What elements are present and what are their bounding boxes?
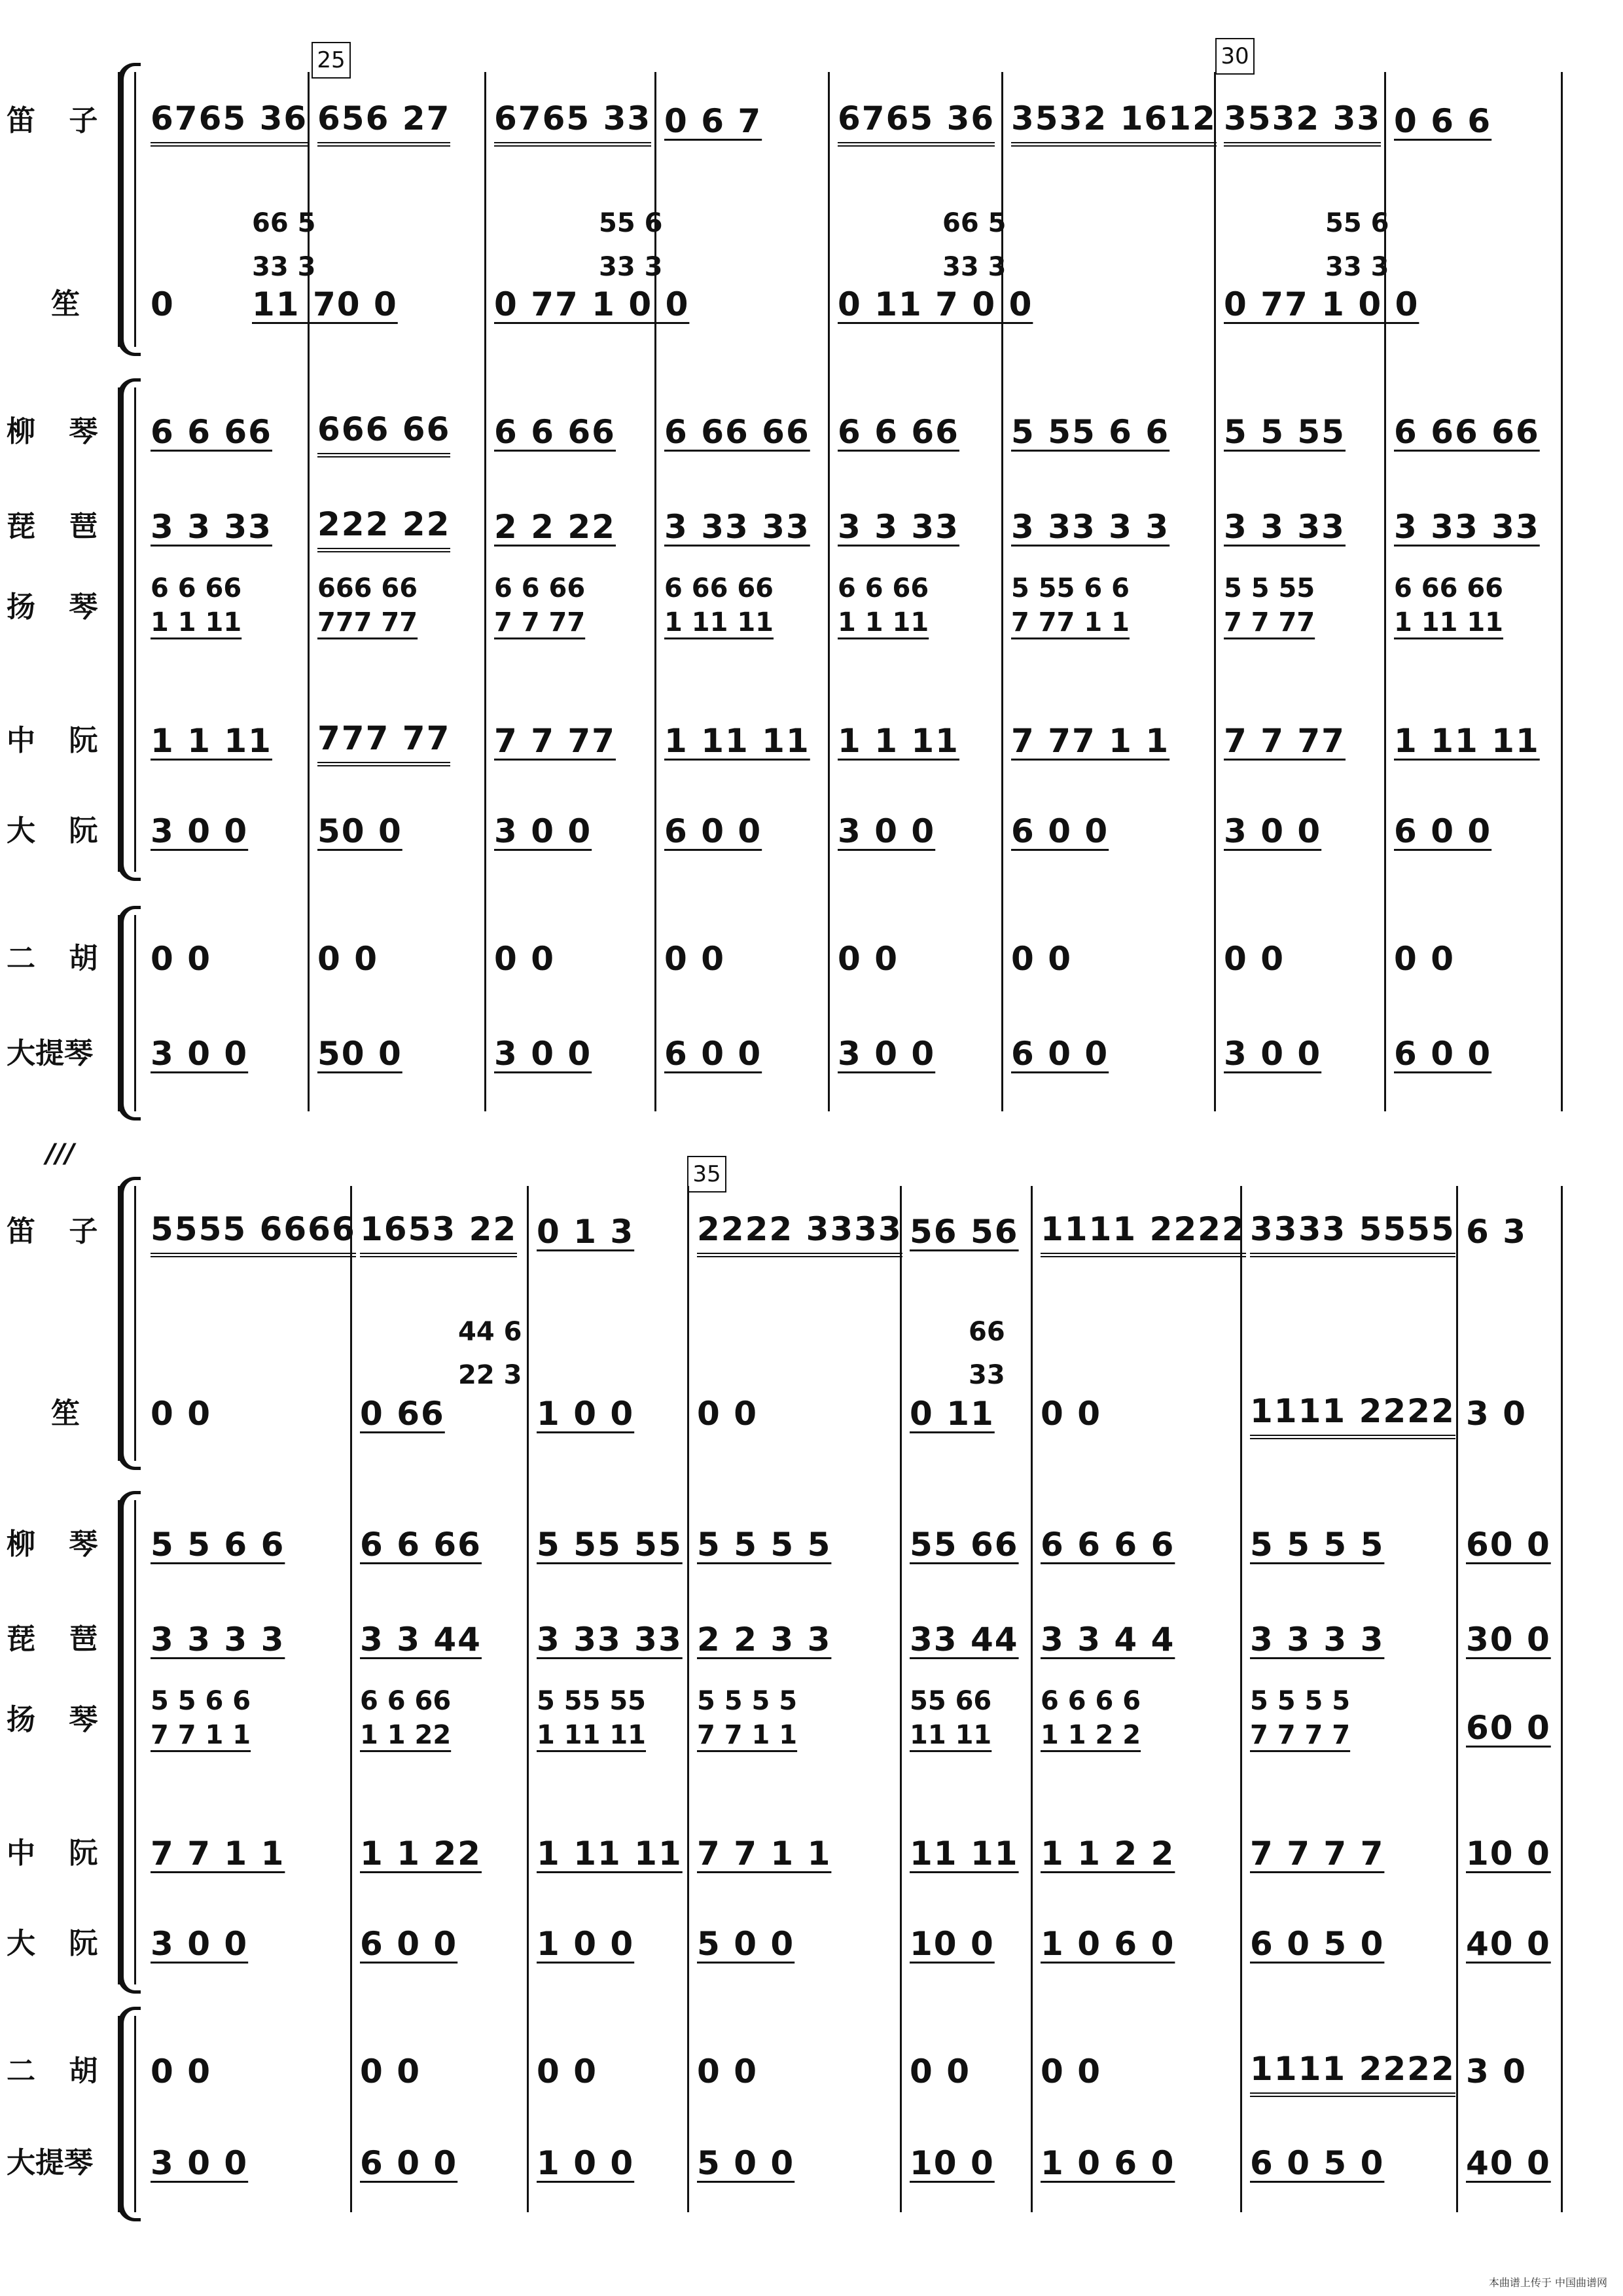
measure: 30 0 [1466, 1621, 1551, 1659]
measure: 1 0 6 0 [1041, 1925, 1175, 1963]
staff-pipa [0, 1620, 1623, 1659]
staff-sheng [0, 1394, 1623, 1433]
measure: 6 6 66 [360, 1526, 482, 1564]
measure: 0 [151, 285, 175, 323]
measure: 3 3 33 [1224, 508, 1346, 546]
measure: 7 77 1 1 [1011, 722, 1170, 760]
measure: 3 33 33 [1394, 508, 1540, 546]
measure-bottom: 7 77 1 1 [1011, 607, 1130, 637]
measure: 1 1 11 [151, 722, 272, 760]
measure-bottom: 1 11 11 [1394, 607, 1504, 637]
measure: 0 77 1 0 0 [494, 285, 690, 323]
measure: 1 1 11 [838, 722, 959, 760]
measure: 3 0 [1466, 2053, 1527, 2090]
measure-top: 5 5 5 5 [697, 1686, 798, 1716]
measure: 6 3 [1466, 1213, 1527, 1251]
measure: 0 6 6 [1394, 102, 1492, 140]
label-yangqin: 扬 琴 [7, 1703, 110, 1736]
staff-dizi [0, 1212, 1623, 1251]
measure: 6 0 0 [1394, 1035, 1492, 1073]
measure: 656 27 [317, 101, 450, 147]
measure: 0 6 7 [664, 102, 762, 140]
measure: 5 5 5 5 [1250, 1526, 1385, 1564]
measure: 0 0 [151, 1395, 211, 1433]
measure: 6765 36 [151, 101, 308, 147]
measure: 1 0 0 [537, 1395, 635, 1433]
measure: 56 56 [910, 1213, 1019, 1251]
measure: 0 0 [1041, 1395, 1101, 1433]
sheng-chord-mid: 22 3 [458, 1360, 522, 1390]
measure: 6 0 5 0 [1250, 2144, 1385, 2182]
measure: 1 11 11 [1394, 722, 1540, 760]
measure-top: 666 66 [317, 573, 418, 603]
staff-daruan [0, 1924, 1623, 1964]
measure-top: 5 5 5 5 [1250, 1686, 1351, 1716]
measure: 3 33 33 [664, 508, 810, 546]
measure: 1111 2222 [1041, 1212, 1246, 1257]
sheng-chord-mid: 33 3 [942, 252, 1007, 282]
measure: 5 55 6 6 [1011, 413, 1170, 451]
measure: 0 0 [838, 940, 899, 978]
label-daruan: 大 阮 [7, 814, 110, 848]
measure: 7 7 7 7 [1250, 1835, 1385, 1873]
measure: 777 77 [317, 721, 450, 766]
measure: 40 0 [1466, 2144, 1551, 2182]
measure-top: 6 6 6 6 [1041, 1686, 1141, 1716]
measure: 5 5 6 6 [151, 1526, 285, 1564]
barline [1561, 72, 1563, 1111]
label-yangqin: 扬 琴 [7, 590, 110, 624]
measure: 666 66 [317, 412, 450, 457]
measure: 0 1 3 [537, 1213, 635, 1251]
barline [350, 1186, 352, 2212]
sheng-chord-mid: 33 3 [1325, 252, 1389, 282]
rehearsal-mark-30: 30 [1215, 38, 1255, 75]
measure-top: 6 6 66 [151, 573, 242, 603]
label-zhongruan: 中 阮 [7, 1837, 110, 1870]
measure: 5 55 55 [537, 1526, 683, 1564]
measure: 3 3 44 [360, 1621, 482, 1659]
measure: 33 44 [910, 1621, 1019, 1659]
footer-watermark: 本曲谱上传于 中国曲谱网 [1488, 2276, 1607, 2289]
staff-dizi [0, 101, 1623, 141]
measure: 0 0 [494, 940, 555, 978]
measure: 0 0 [910, 2053, 971, 2090]
measure-top: 5 55 6 6 [1011, 573, 1130, 603]
measure: 55 66 [910, 1526, 1019, 1564]
measure: 6 6 66 [838, 413, 959, 451]
label-erhu: 二 胡 [7, 2054, 110, 2088]
measure: 0 66 [360, 1395, 445, 1433]
measure: 6 6 66 [151, 413, 272, 451]
measure-bottom: 1 1 11 [151, 607, 242, 637]
measure: 3 0 0 [151, 1035, 249, 1073]
measure: 2 2 3 3 [697, 1621, 832, 1659]
barline [1240, 1186, 1242, 2212]
measure: 0 0 [697, 2053, 758, 2090]
barline [1561, 1186, 1563, 2212]
measure: 6765 33 [494, 101, 651, 147]
staff-sheng [0, 285, 1623, 324]
measure-top: 6 6 66 [838, 573, 929, 603]
measure-top: 6 66 66 [1394, 573, 1504, 603]
measure: 0 0 [1041, 2053, 1101, 2090]
measure: 3532 33 [1224, 101, 1381, 147]
measure-top: 6 6 66 [360, 1686, 452, 1716]
start-barline [134, 2016, 136, 2212]
measure: 0 0 [151, 940, 211, 978]
label-datiqin: 大提琴 [7, 1037, 93, 1070]
measure-bottom: 1 1 22 [360, 1720, 452, 1750]
staff-erhu [0, 939, 1623, 978]
measure: 1 0 6 0 [1041, 2144, 1175, 2182]
measure: 1 11 11 [537, 1835, 683, 1873]
measure: 10 0 [1466, 1835, 1551, 1873]
measure: 60 0 [1466, 1709, 1551, 1747]
label-pipa: 琵 琶 [7, 510, 110, 543]
label-daruan: 大 阮 [7, 1927, 110, 1960]
measure: 3 33 3 3 [1011, 508, 1170, 546]
sheng-chord-top: 55 6 [1325, 208, 1389, 238]
barline [308, 72, 310, 1111]
label-erhu: 二 胡 [7, 942, 110, 975]
measure: 3 0 [1466, 1395, 1527, 1433]
measure: 3 0 0 [151, 1925, 249, 1963]
start-barline [134, 915, 136, 1111]
measure: 1 1 2 2 [1041, 1835, 1175, 1873]
measure: 3 0 0 [1224, 1035, 1322, 1073]
measure: 1 1 22 [360, 1835, 482, 1873]
measure: 1111 2222 [1250, 1394, 1455, 1439]
measure-bottom: 1 1 2 2 [1041, 1720, 1141, 1750]
staff-liuqin [0, 1525, 1623, 1564]
measure-top: 5 55 55 [537, 1686, 647, 1716]
measure: 3 0 0 [151, 2144, 249, 2182]
label-sheng: 笙 [51, 1397, 80, 1430]
measure: 7 7 77 [1224, 722, 1346, 760]
measure: 11 11 [910, 1835, 1019, 1873]
measure: 6 0 0 [1394, 812, 1492, 850]
measure: 3 0 0 [838, 812, 936, 850]
measure-top: 55 66 [910, 1686, 992, 1716]
staff-daruan [0, 812, 1623, 851]
measure: 6 0 0 [1011, 1035, 1109, 1073]
measure: 6 0 5 0 [1250, 1925, 1385, 1963]
measure: 0 0 [1011, 940, 1072, 978]
measure: 2 2 22 [494, 508, 616, 546]
measure: 50 0 [317, 812, 402, 850]
sheng-chord-top: 44 6 [458, 1317, 522, 1347]
measure: 5 0 0 [697, 2144, 795, 2182]
barline [484, 72, 486, 1111]
measure-bottom: 7 7 1 1 [151, 1720, 251, 1750]
staff-zhongruan [0, 721, 1623, 761]
measure-bottom: 7 7 77 [494, 607, 586, 637]
measure: 3 3 33 [838, 508, 959, 546]
measure: 3333 5555 [1250, 1212, 1455, 1257]
label-dizi: 笛 子 [7, 104, 110, 137]
measure-bottom: 7 7 77 [1224, 607, 1315, 637]
measure: 0 77 1 0 0 [1224, 285, 1419, 323]
label-sheng: 笙 [51, 287, 80, 321]
measure: 11 70 0 [252, 285, 398, 323]
measure-bottom: 777 77 [317, 607, 418, 637]
measure: 10 0 [910, 2144, 995, 2182]
measure: 0 0 [360, 2053, 421, 2090]
label-liuqin: 柳 琴 [7, 1528, 110, 1561]
barline [1456, 1186, 1458, 2212]
measure: 6 0 0 [664, 1035, 762, 1073]
measure-top: 5 5 6 6 [151, 1686, 251, 1716]
measure: 5 5 55 [1224, 413, 1346, 451]
measure: 1 11 11 [664, 722, 810, 760]
measure: 3532 1612 [1011, 101, 1217, 147]
measure: 6 66 66 [664, 413, 810, 451]
start-barline [134, 72, 136, 347]
measure-bottom: 7 7 1 1 [697, 1720, 798, 1750]
barline [1031, 1186, 1033, 2212]
sheng-chord-top: 66 [969, 1317, 1005, 1347]
measure: 1 0 0 [537, 2144, 635, 2182]
measure: 0 0 [697, 1395, 758, 1433]
staff-datiqin [0, 1034, 1623, 1073]
measure: 0 0 [317, 940, 378, 978]
measure: 3 0 0 [151, 812, 249, 850]
measure: 1653 22 [360, 1212, 517, 1257]
measure: 3 3 4 4 [1041, 1621, 1175, 1659]
measure: 10 0 [910, 1925, 995, 1963]
staff-erhu [0, 2052, 1623, 2091]
staff-yangqin [0, 1686, 1623, 1750]
barline [527, 1186, 529, 2212]
measure: 6 0 0 [360, 1925, 458, 1963]
label-pipa: 琵 琶 [7, 1623, 110, 1656]
measure-bottom: 7 7 7 7 [1250, 1720, 1351, 1750]
start-barline [134, 387, 136, 872]
measure: 0 0 [1394, 940, 1455, 978]
measure-bottom: 1 11 11 [664, 607, 774, 637]
measure: 3 3 3 3 [151, 1621, 285, 1659]
measure: 7 7 77 [494, 722, 616, 760]
continuation-slashes: /// [46, 1139, 75, 1169]
staff-datiqin [0, 2144, 1623, 2183]
measure-top: 5 5 55 [1224, 573, 1315, 603]
measure: 3 0 0 [494, 812, 592, 850]
measure: 50 0 [317, 1035, 402, 1073]
measure: 5 0 0 [697, 1925, 795, 1963]
measure: 40 0 [1466, 1925, 1551, 1963]
rehearsal-mark-35: 35 [687, 1156, 726, 1193]
measure: 6 0 0 [1011, 812, 1109, 850]
rehearsal-mark-25: 25 [312, 42, 351, 79]
sheng-chord-top: 66 5 [942, 208, 1007, 238]
measure: 60 0 [1466, 1526, 1551, 1564]
measure: 0 0 [664, 940, 725, 978]
barline [1384, 72, 1386, 1111]
measure-bottom: 11 11 [910, 1720, 992, 1750]
measure: 7 7 1 1 [151, 1835, 285, 1873]
measure: 3 33 33 [537, 1621, 683, 1659]
label-dizi: 笛 子 [7, 1215, 110, 1248]
sheng-chord-top: 55 6 [599, 208, 663, 238]
sheng-chord-mid: 33 [969, 1360, 1005, 1390]
measure: 3 3 33 [151, 508, 272, 546]
measure: 3 0 0 [494, 1035, 592, 1073]
staff-zhongruan [0, 1834, 1623, 1873]
staff-yangqin [0, 573, 1623, 637]
barline [1214, 72, 1216, 1111]
measure: 5 5 5 5 [697, 1526, 832, 1564]
staff-pipa [0, 507, 1623, 547]
sheng-chord-top: 66 5 [252, 208, 316, 238]
measure-top: 6 6 66 [494, 573, 586, 603]
measure: 6765 36 [838, 101, 995, 147]
measure: 0 0 [151, 2053, 211, 2090]
measure: 6 6 6 6 [1041, 1526, 1175, 1564]
measure: 3 0 0 [1224, 812, 1322, 850]
barline [1001, 72, 1003, 1111]
measure-bottom: 1 11 11 [537, 1720, 647, 1750]
measure-top: 6 66 66 [664, 573, 774, 603]
measure: 7 7 1 1 [697, 1835, 832, 1873]
label-zhongruan: 中 阮 [7, 724, 110, 757]
measure: 1111 2222 [1250, 2052, 1455, 2097]
measure: 6 6 66 [494, 413, 616, 451]
label-datiqin: 大提琴 [7, 2146, 93, 2179]
start-barline [134, 1500, 136, 1984]
barline [900, 1186, 902, 2212]
measure: 2222 3333 [697, 1212, 902, 1257]
measure: 3 3 3 3 [1250, 1621, 1385, 1659]
measure: 3 0 0 [838, 1035, 936, 1073]
measure-bottom: 1 1 11 [838, 607, 929, 637]
sheng-chord-mid: 33 3 [252, 252, 316, 282]
start-barline [134, 1186, 136, 1461]
measure: 0 0 [1224, 940, 1285, 978]
barline [687, 1186, 689, 2212]
measure: 6 0 0 [664, 812, 762, 850]
measure: 0 11 7 0 0 [838, 285, 1033, 323]
measure: 1 0 0 [537, 1925, 635, 1963]
measure: 6 0 0 [360, 2144, 458, 2182]
staff-liuqin [0, 412, 1623, 452]
measure: 6 66 66 [1394, 413, 1540, 451]
barline [828, 72, 830, 1111]
measure: 0 11 [910, 1395, 995, 1433]
measure: 222 22 [317, 507, 450, 552]
measure: 0 0 [537, 2053, 597, 2090]
sheng-chord-mid: 33 3 [599, 252, 663, 282]
barline [654, 72, 656, 1111]
measure: 5555 6666 [151, 1212, 356, 1257]
label-liuqin: 柳 琴 [7, 415, 110, 448]
